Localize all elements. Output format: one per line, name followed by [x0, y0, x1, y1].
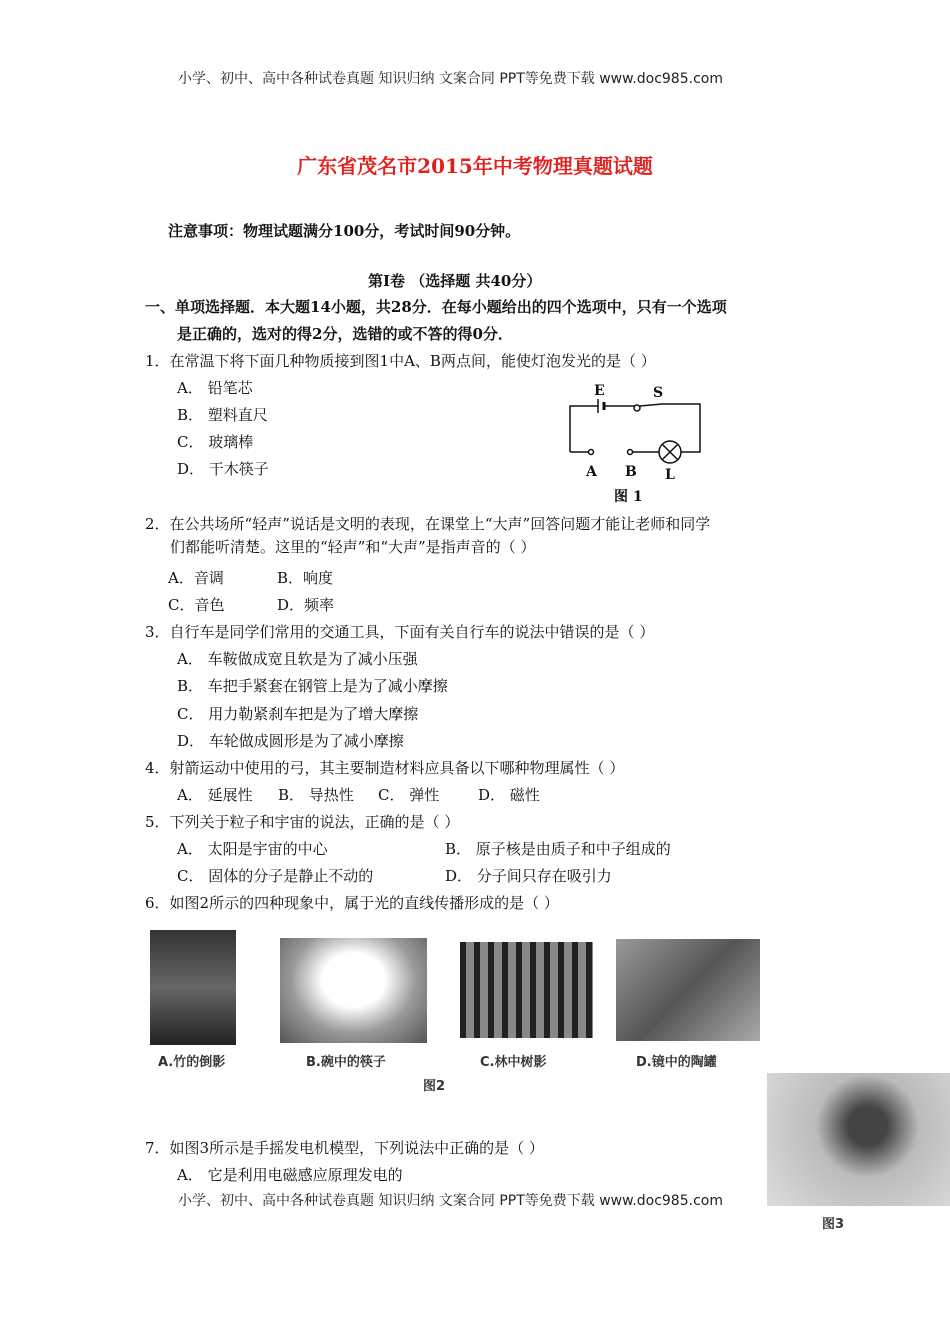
- q1-option-a: A． 铅笔芯: [177, 379, 253, 397]
- caption-d: D.镜中的陶罐: [636, 1055, 717, 1070]
- q2-option-c: C．音色: [168, 596, 225, 614]
- part-heading: 第Ⅰ卷 （选择题 共40分）: [368, 272, 542, 290]
- q4-option-c: C． 弹性: [378, 786, 440, 804]
- q3-option-d: D． 车轮做成圆形是为了减小摩擦: [177, 732, 404, 750]
- q7-option-a: A． 它是利用电磁感应原理发电的: [177, 1166, 403, 1184]
- section-heading-cont: 是正确的，选对的得2分，选错的或不答的得0分．: [177, 325, 513, 343]
- label-b: B: [625, 464, 637, 480]
- document-title: 广东省茂名市2015年中考物理真题试题: [297, 154, 653, 178]
- q2-option-a: A．音调: [168, 569, 224, 587]
- caption-a: A.竹的倒影: [158, 1055, 226, 1070]
- page-header: 小学、初中、高中各种试卷真题 知识归纳 文案合同 PPT等免费下载 www.doc985.com: [178, 71, 723, 87]
- q5-option-d: D． 分子间只存在吸引力: [445, 867, 612, 885]
- q3-option-a: A． 车鞍做成宽且软是为了减小压强: [177, 650, 418, 668]
- q1-option-b: B． 塑料直尺: [177, 406, 268, 424]
- q4-option-b: B． 导热性: [278, 786, 354, 804]
- q1-option-d: D． 干木筷子: [177, 460, 269, 478]
- section-heading: 一、单项选择题．本大题14小题，共28分．在每小题给出的四个选项中，只有一个选项: [145, 298, 727, 316]
- page-footer: 小学、初中、高中各种试卷真题 知识归纳 文案合同 PPT等免费下载 www.doc985.com: [178, 1193, 723, 1209]
- q1-stem: 1．在常温下将下面几种物质接到图1中A、B两点间，能使灯泡发光的是（ ）: [145, 352, 656, 370]
- photo-hand-generator: [767, 1073, 950, 1206]
- q3-option-c: C． 用力勒紧刹车把是为了增大摩擦: [177, 705, 419, 723]
- q2-stem-cont: 们都能听清楚。这里的“轻声”和“大声”是指声音的（ ）: [170, 538, 536, 556]
- q2-option-b: B．响度: [277, 569, 334, 587]
- label-e: E: [594, 383, 605, 399]
- figure2-caption: 图2: [423, 1079, 446, 1094]
- figure3-caption: 图3: [822, 1217, 845, 1232]
- q4-option-a: A． 延展性: [177, 786, 253, 804]
- caption-b: B.碗中的筷子: [306, 1055, 386, 1070]
- photo-forest-shadows: [460, 942, 593, 1038]
- q7-stem: 7．如图3所示是手摇发电机模型，下列说法中正确的是（ ）: [145, 1139, 544, 1157]
- q3-option-b: B． 车把手紧套在钢管上是为了减小摩擦: [177, 677, 448, 695]
- photo-chopsticks-in-bowl: [280, 938, 427, 1043]
- q6-stem: 6．如图2所示的四种现象中，属于光的直线传播形成的是（ ）: [145, 894, 559, 912]
- q2-stem: 2．在公共场所“轻声”说话是文明的表现，在课堂上“大声”回答问题才能让老师和同学: [145, 515, 711, 533]
- q1-option-c: C． 玻璃棒: [177, 433, 254, 451]
- notice: 注意事项：物理试题满分100分，考试时间90分钟。: [168, 222, 521, 240]
- label-a: A: [586, 464, 597, 480]
- q5-option-b: B． 原子核是由质子和中子组成的: [445, 840, 671, 858]
- label-s: S: [653, 385, 664, 401]
- figure1-caption: 图 1: [614, 489, 643, 505]
- q5-stem: 5．下列关于粒子和宇宙的说法，正确的是（ ）: [145, 813, 460, 831]
- photo-bamboo-reflection: [150, 930, 236, 1045]
- q4-stem: 4．射箭运动中使用的弓，其主要制造材料应具备以下哪种物理属性（ ）: [145, 759, 625, 777]
- q3-stem: 3．自行车是同学们常用的交通工具，下面有关自行车的说法中错误的是（ ）: [145, 623, 655, 641]
- q2-option-d: D．频率: [277, 596, 335, 614]
- q4-option-d: D． 磁性: [478, 786, 540, 804]
- q5-option-c: C． 固体的分子是静止不动的: [177, 867, 374, 885]
- caption-c: C.林中树影: [480, 1055, 547, 1070]
- label-l: L: [665, 467, 675, 483]
- circuit-diagram-figure1: [560, 375, 720, 510]
- photo-mirror-pot: [616, 939, 760, 1041]
- q5-option-a: A． 太阳是宇宙的中心: [177, 840, 328, 858]
